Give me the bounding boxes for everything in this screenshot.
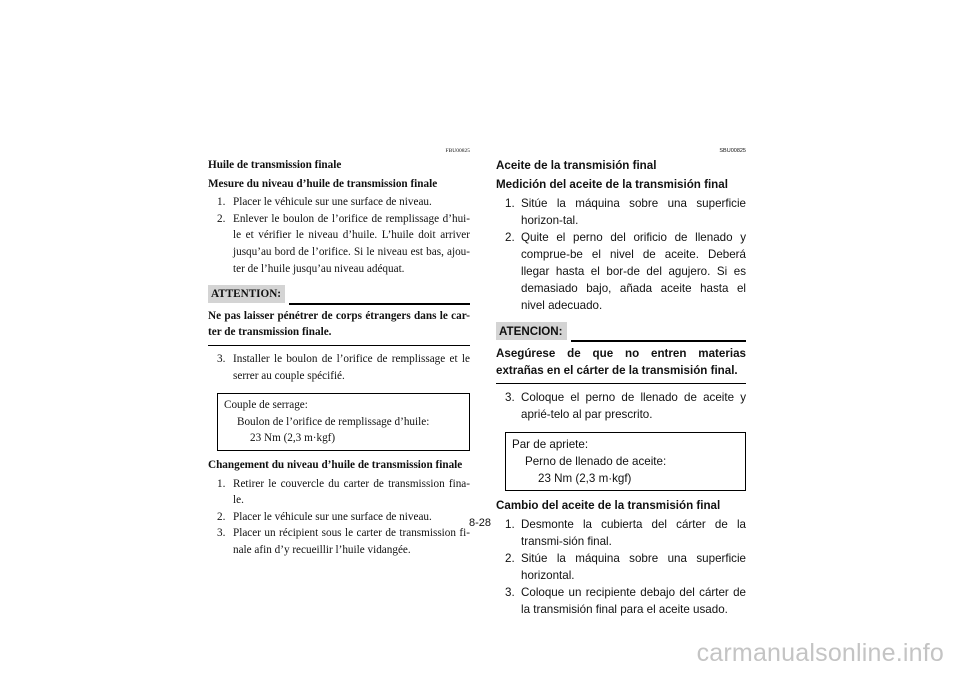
warning-rule: [289, 303, 470, 305]
step-list: [496, 516, 746, 618]
step-text: Placer le véhicule sur une surface de niveau.: [233, 196, 432, 209]
step-text: Desmonte la cubierta del cárter de la transmi-sión final.: [521, 518, 746, 548]
list-item: [505, 516, 746, 550]
step-number: 2.: [217, 510, 226, 523]
list-item: [217, 509, 470, 526]
list-item: [505, 584, 746, 618]
list-item: [505, 550, 746, 584]
warning-label: ATTENTION:: [208, 285, 285, 305]
step-text: Installer le boulon de l’orifice de remplissage et le serrer au couple spécifié.: [233, 352, 470, 382]
warning-text: Asegúrese de que no entren materias extrañas en el cárter de la transmisión final.: [496, 342, 746, 384]
step-number: 1.: [505, 197, 515, 210]
warning-header: [208, 285, 470, 305]
section-title: Aceite de la transmisión final: [496, 159, 657, 172]
section-code: FBU00825: [445, 148, 470, 154]
warning-text: Ne pas laisser pénétrer de corps étrangers dans le car-ter de transmission finale.: [208, 305, 470, 346]
torque-value: 23 Nm (2,3 m·kgf): [538, 472, 632, 485]
step-number: 1.: [217, 477, 226, 490]
step-text: Sitúe la máquina sobre una superficie horizontal.: [521, 552, 746, 582]
step-text: Placer le véhicule sur une surface de niveau.: [233, 510, 432, 523]
torque-box: [217, 393, 470, 451]
step-text: Coloque un recipiente debajo del cárter de la transmisión final para el aceite usado.: [521, 586, 746, 616]
section-code: SBU00825: [719, 148, 746, 154]
step-text: Coloque el perno de llenado de aceite y aprié-telo al par prescrito.: [521, 391, 746, 421]
list-item: [505, 195, 746, 229]
list-item: [217, 194, 470, 211]
torque-value: 23 Nm (2,3 m·kgf): [250, 432, 336, 445]
step-number: 2.: [505, 231, 515, 244]
step-number: 2.: [217, 212, 226, 225]
spanish-column: [496, 147, 746, 620]
list-item: [217, 351, 470, 384]
step-text: Enlever le boulon de l’orifice de remplissage d’hui-le et vérifier le niveau d’huile. L’huile doit arriver jusqu’au bord de l’orifice. Si le niveau est bas, ajou-ter de l’huile jusqu’au niveau adéquat.: [233, 212, 470, 275]
step-text: Quite el perno del orificio de llenado y comprue-be el nivel de aceite. Deberá llegar hasta el bor-de del agujero. Si es demasiado bajo, añada aceite hasta el nivel adecuado.: [521, 231, 746, 312]
step-number: 3.: [217, 527, 226, 540]
step-text: Retirer le couvercle du carter de transmission fina-le.: [233, 477, 470, 507]
step-number: 3.: [217, 352, 226, 365]
list-item: [217, 211, 470, 277]
step-text: Placer un récipient sous le carter de transmission fi-nale afin d’y recueillir l’huile vidangée.: [233, 527, 470, 556]
step-number: 2.: [505, 552, 515, 565]
step-text: Sitúe la máquina sobre una superficie horizon-tal.: [521, 197, 746, 227]
section-subtitle: Mesure du niveau d’huile de transmission finale: [208, 177, 438, 190]
list-item: [217, 476, 470, 509]
step-list: [208, 194, 470, 277]
watermark: carmanualsonline.info: [696, 639, 944, 667]
step-list: [208, 476, 470, 559]
step-number: 3.: [505, 586, 515, 599]
warning-rule: [571, 340, 746, 342]
list-item: [505, 229, 746, 314]
torque-item: Perno de llenado de aceite:: [525, 455, 667, 468]
section-subtitle: Medición del aceite de la transmisión final: [496, 178, 728, 191]
page-number: 8-28: [468, 517, 492, 529]
torque-item: Boulon de l’orifice de remplissage d’huile:: [237, 415, 430, 428]
list-item: [505, 389, 746, 423]
section-subtitle: Changement du niveau d’huile de transmission finale: [208, 458, 463, 471]
french-column: [208, 147, 470, 560]
warning-label: ATENCION:: [496, 322, 567, 342]
section-subtitle: Cambio del aceite de la transmisión final: [496, 499, 721, 512]
torque-box: [505, 432, 746, 491]
warning-header: [496, 322, 746, 342]
step-number: 1.: [217, 196, 226, 209]
step-list: [496, 195, 746, 314]
step-number: 3.: [505, 391, 515, 404]
step-number: 1.: [505, 518, 515, 531]
section-title: Huile de transmission finale: [208, 159, 342, 171]
torque-heading: Par de apriete:: [512, 438, 589, 451]
list-item: [217, 525, 470, 558]
torque-heading: Couple de serrage:: [224, 399, 308, 412]
